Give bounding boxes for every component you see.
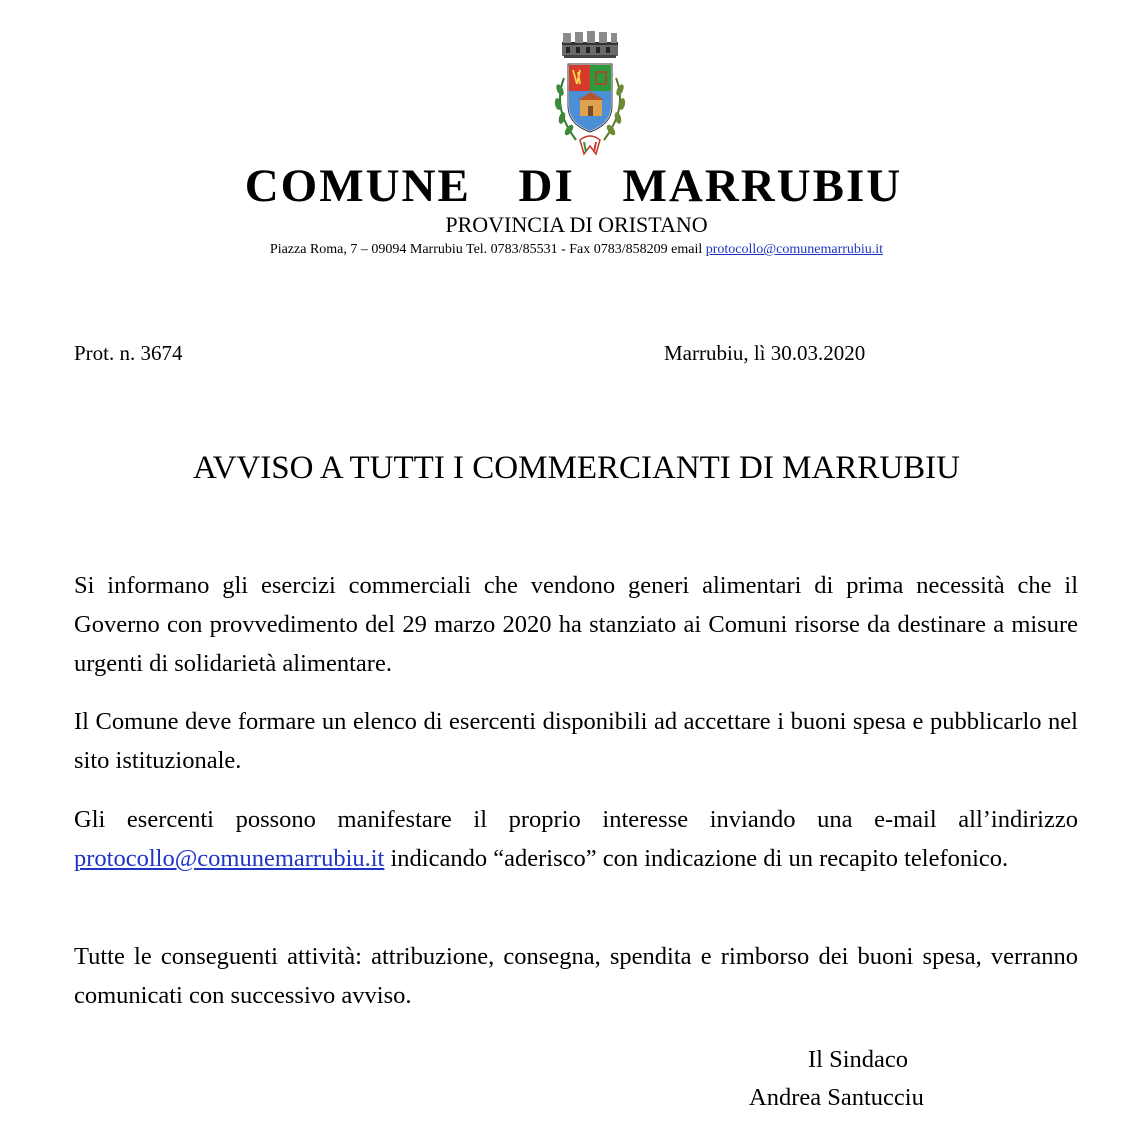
paragraph-3-text-end: indicando “aderisco” con indicazione di un recapito telefonico.	[384, 845, 1009, 872]
signature-name: Andrea Santucciu	[749, 1084, 924, 1111]
body-paragraph-2: Il Comune deve formare un elenco di esercenti disponibili ad accettare i buoni spesa e pubblicarlo nel sito istituzionale.	[74, 708, 1078, 774]
body-paragraph-3	[74, 800, 1078, 878]
address-text: Piazza Roma, 7 – 09094 Marrubiu Tel. 0783/85531 - Fax 0783/858209 email	[269, 242, 706, 257]
contact-address	[0, 240, 1147, 260]
municipality-title: COMUNE DI MARRUBIU	[244, 160, 903, 212]
province-name: PROVINCIA DI ORISTANO	[445, 212, 708, 237]
body-paragraph-1: Si informano gli esercizi commerciali che vendono generi alimentari di prima necessità che il Governo con provvedimento del 29 marzo 2020 ha stanziato ai Comuni risorse da destinare a misure urgenti di solidarietà alimentare.	[74, 572, 1078, 677]
body-email-link[interactable]: protocollo@comunemarrubiu.it	[74, 845, 385, 872]
notice-heading: AVVISO A TUTTI I COMMERCIANTI DI MARRUBIU	[193, 450, 960, 486]
place-date: Marrubiu, lì 30.03.2020	[664, 341, 866, 365]
body-paragraph-4: Tutte le conseguenti attività: attribuzione, consegna, spendita e rimborso dei buoni spesa, verranno comunicati con successivo avviso.	[74, 943, 1078, 1009]
signature-role: Il Sindaco	[808, 1046, 909, 1073]
protocol-number: Prot. n. 3674	[74, 341, 183, 365]
paragraph-3-text-start: Gli esercenti possono manifestare il proprio interesse inviando una e-mail all’indirizzo	[74, 806, 1078, 833]
header-email-link[interactable]: protocollo@comunemarrubiu.it	[705, 242, 884, 257]
municipal-crest-icon	[540, 28, 640, 158]
